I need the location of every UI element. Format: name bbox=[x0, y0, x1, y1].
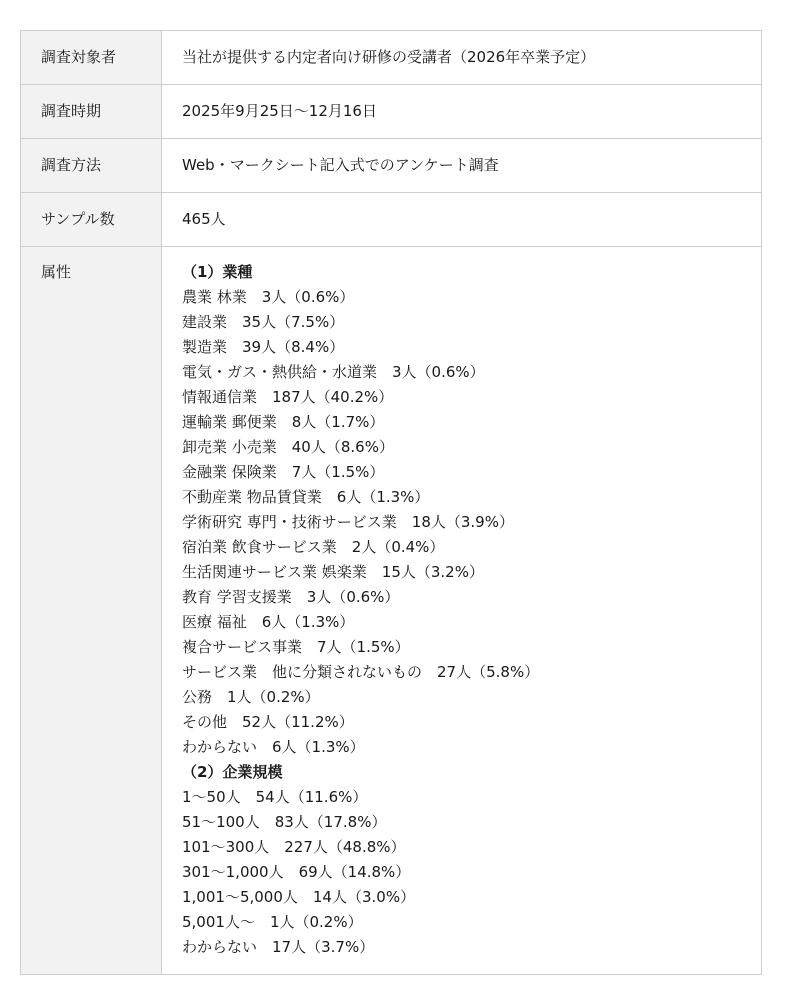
list-item: 5,001人～ 1人（0.2%） bbox=[182, 913, 363, 931]
row-label: 調査時期 bbox=[21, 85, 162, 139]
row-value: Web・マークシート記入式でのアンケート調査 bbox=[162, 139, 762, 193]
row-label: 属性 bbox=[21, 247, 162, 975]
table-row-target bbox=[21, 31, 762, 85]
row-label: サンプル数 bbox=[21, 193, 162, 247]
table-row-sample-size bbox=[21, 193, 762, 247]
list-item: わからない 17人（3.7%） bbox=[182, 938, 375, 956]
list-item: 複合サービス事業 7人（1.5%） bbox=[182, 638, 410, 656]
list-item: 運輸業 郵便業 8人（1.7%） bbox=[182, 413, 385, 431]
row-value: 当社が提供する内定者向け研修の受講者（2026年卒業予定） bbox=[162, 31, 762, 85]
list-item: 製造業 39人（8.4%） bbox=[182, 338, 345, 356]
list-item: わからない 6人（1.3%） bbox=[182, 738, 365, 756]
list-item: その他 52人（11.2%） bbox=[182, 713, 354, 731]
list-item: 51～100人 83人（17.8%） bbox=[182, 813, 387, 831]
list-item: サービス業 他に分類されないもの 27人（5.8%） bbox=[182, 663, 540, 681]
list-item: 建設業 35人（7.5%） bbox=[182, 313, 345, 331]
list-item: 情報通信業 187人（40.2%） bbox=[182, 388, 394, 406]
list-item: 金融業 保険業 7人（1.5%） bbox=[182, 463, 385, 481]
list-item: 卸売業 小売業 40人（8.6%） bbox=[182, 438, 394, 456]
list-item: 301～1,000人 69人（14.8%） bbox=[182, 863, 411, 881]
row-value: 465人 bbox=[162, 193, 762, 247]
row-label: 調査方法 bbox=[21, 139, 162, 193]
table-row-method bbox=[21, 139, 762, 193]
company-size-list bbox=[182, 785, 761, 960]
attributes-cell bbox=[162, 247, 762, 975]
list-item: 公務 1人（0.2%） bbox=[182, 688, 320, 706]
company-size-heading: （2）企業規模 bbox=[182, 763, 283, 781]
list-item: 医療 福祉 6人（1.3%） bbox=[182, 613, 355, 631]
row-label: 調査対象者 bbox=[21, 31, 162, 85]
list-item: 教育 学習支援業 3人（0.6%） bbox=[182, 588, 400, 606]
list-item: 1,001～5,000人 14人（3.0%） bbox=[182, 888, 416, 906]
list-item: 101～300人 227人（48.8%） bbox=[182, 838, 406, 856]
survey-overview-table bbox=[20, 30, 762, 975]
table-row-attributes bbox=[21, 247, 762, 975]
list-item: 1～50人 54人（11.6%） bbox=[182, 788, 368, 806]
table-row-period bbox=[21, 85, 762, 139]
industry-heading: （1）業種 bbox=[182, 263, 253, 281]
industry-list bbox=[182, 285, 761, 760]
list-item: 生活関連サービス業 娯楽業 15人（3.2%） bbox=[182, 563, 484, 581]
list-item: 不動産業 物品賃貸業 6人（1.3%） bbox=[182, 488, 430, 506]
list-item: 宿泊業 飲食サービス業 2人（0.4%） bbox=[182, 538, 445, 556]
list-item: 農業 林業 3人（0.6%） bbox=[182, 288, 355, 306]
list-item: 電気・ガス・熱供給・水道業 3人（0.6%） bbox=[182, 363, 485, 381]
list-item: 学術研究 専門・技術サービス業 18人（3.9%） bbox=[182, 513, 514, 531]
row-value: 2025年9月25日～12月16日 bbox=[162, 85, 762, 139]
